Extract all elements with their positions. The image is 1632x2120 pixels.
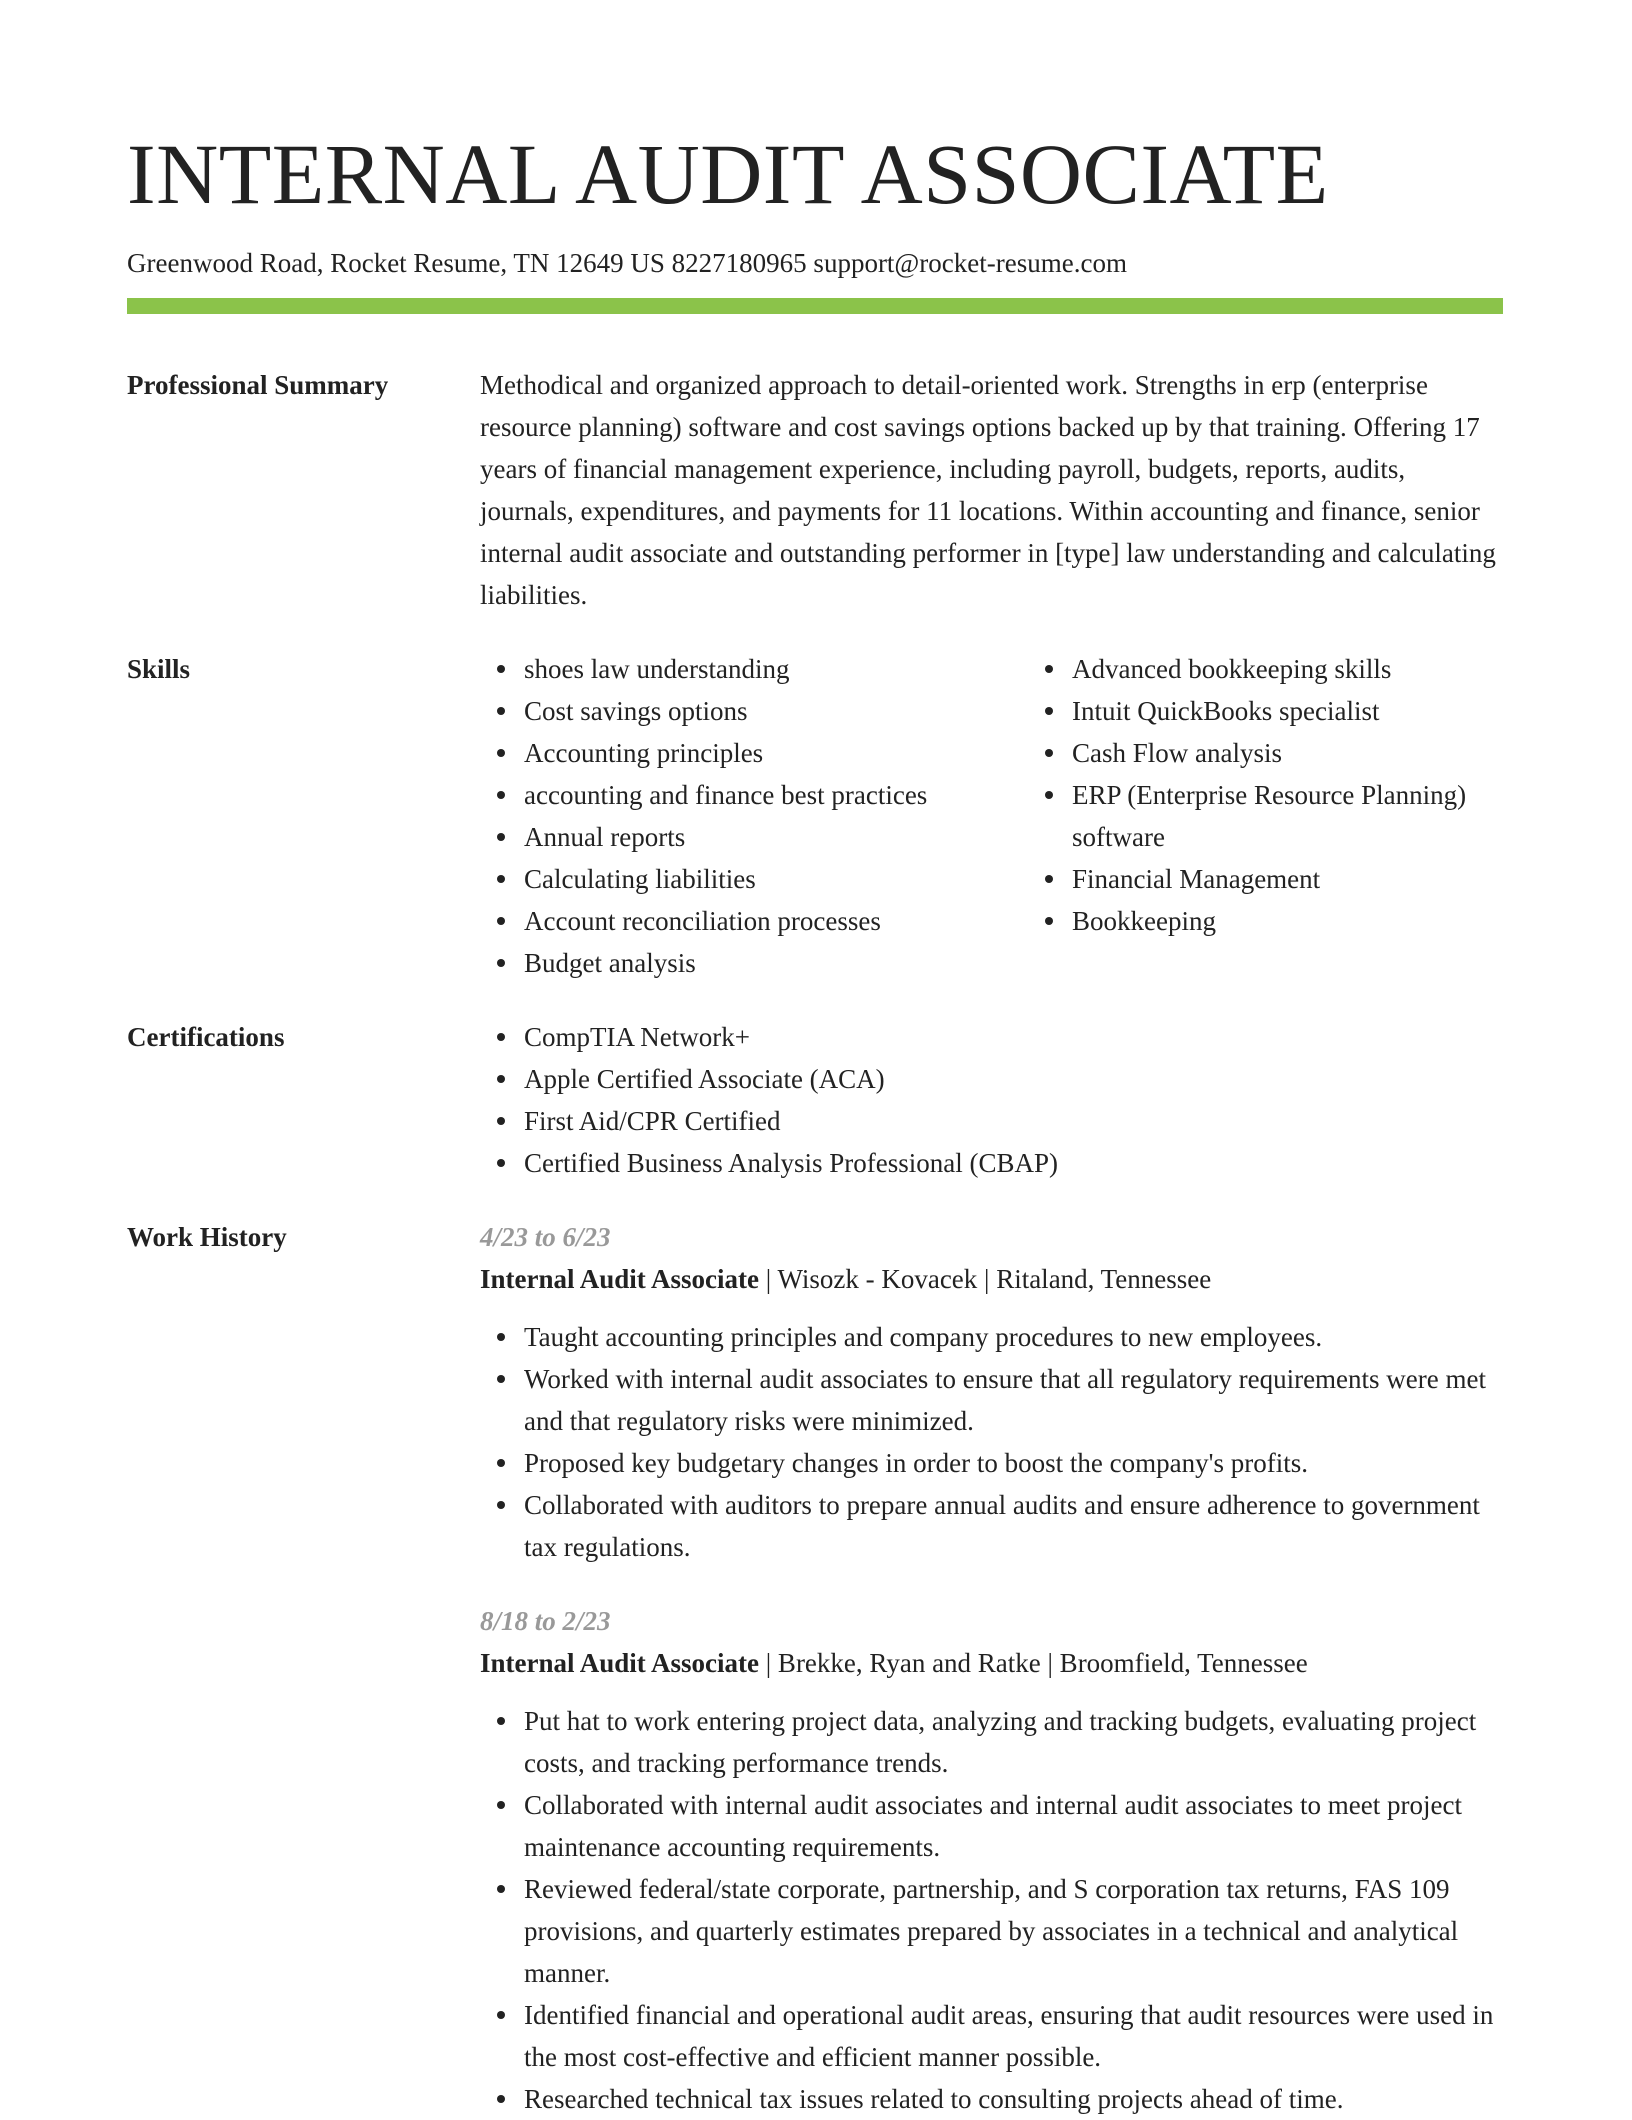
skill-item: Calculating liabilities: [524, 858, 1028, 900]
job-employer-location: | Wisozk - Kovacek | Ritaland, Tennessee: [759, 1264, 1212, 1295]
section-label-certifications: Certifications: [127, 1022, 285, 1053]
skill-item: ERP (Enterprise Resource Planning) software: [1072, 774, 1503, 858]
job-bullet: Proposed key budgetary changes in order to boost the company's profits.: [524, 1442, 1503, 1484]
skill-item: Account reconciliation processes: [524, 900, 1028, 942]
certifications-body: [480, 1016, 1503, 1184]
job-bullet: Taught accounting principles and company procedures to new employees.: [524, 1316, 1503, 1358]
job-bullet-list: [480, 1316, 1503, 1568]
contact-info: Greenwood Road, Rocket Resume, TN 12649 US 8227180965 support@rocket-resume.com: [127, 248, 1127, 278]
job-title: Internal Audit Associate: [480, 1264, 760, 1295]
work-history-section: [127, 1216, 1503, 2120]
job-entry: [480, 1216, 1503, 1568]
skill-item: Advanced bookkeeping skills: [1072, 648, 1503, 690]
skill-item: Cash Flow analysis: [1072, 732, 1503, 774]
skill-item: accounting and finance best practices: [524, 774, 1028, 816]
job-bullet: Reviewed federal/state corporate, partnership, and S corporation tax returns, FAS 109 provisions, and quarterly estimates prepared by associates in a technical and analytical manner.: [524, 1868, 1503, 1994]
summary-section: [127, 364, 1503, 616]
skill-item: Annual reports: [524, 816, 1028, 858]
job-bullet: Identified financial and operational audit areas, ensuring that audit resources were used in the most cost-effective and efficient manner possible.: [524, 1994, 1503, 2078]
skill-item: Intuit QuickBooks specialist: [1072, 690, 1503, 732]
job-employer-location: | Brekke, Ryan and Ratke | Broomfield, Tennessee: [759, 1648, 1308, 1679]
skills-list-left: [480, 648, 1028, 984]
certifications-section: [127, 1016, 1503, 1184]
resume-title: INTERNAL AUDIT ASSOCIATE: [127, 126, 1329, 222]
skills-columns: [480, 648, 1503, 984]
job-bullet: Worked with internal audit associates to ensure that all regulatory requirements were met and that regulatory risks were minimized.: [524, 1358, 1503, 1442]
summary-text: Methodical and organized approach to detail-oriented work. Strengths in erp (enterprise resource planning) software and cost savings options backed up by that training. Offering 17 years of financial management experience, including payroll, budgets, reports, audits, journals, expenditures, and payments for 11 locations. Within accounting and finance, senior internal audit associate and outstanding performer in [type] law understanding and calculating liabilities.: [480, 370, 1496, 611]
header-divider: [127, 298, 1503, 314]
section-label-work-history: Work History: [127, 1222, 287, 1253]
skill-item: Budget analysis: [524, 942, 1028, 984]
certification-item: First Aid/CPR Certified: [524, 1100, 1503, 1142]
job-heading: [480, 1642, 1503, 1684]
job-bullet: Collaborated with auditors to prepare annual audits and ensure adherence to government tax regulations.: [524, 1484, 1503, 1568]
section-label-skills: Skills: [127, 654, 191, 685]
skill-item: Financial Management: [1072, 858, 1503, 900]
skills-list-right: [1028, 648, 1503, 984]
job-bullet: Put hat to work entering project data, analyzing and tracking budgets, evaluating project costs, and tracking performance trends.: [524, 1700, 1503, 1784]
skill-item: Accounting principles: [524, 732, 1028, 774]
certifications-list: [480, 1016, 1503, 1184]
certification-item: Apple Certified Associate (ACA): [524, 1058, 1503, 1100]
job-entry: [480, 1600, 1503, 2120]
certification-item: Certified Business Analysis Professional (CBAP): [524, 1142, 1503, 1184]
job-heading: [480, 1258, 1503, 1300]
job-bullet: Researched technical tax issues related to consulting projects ahead of time.: [524, 2078, 1503, 2120]
section-label-summary: Professional Summary: [127, 370, 389, 401]
skill-item: shoes law understanding: [524, 648, 1028, 690]
job-bullet-list: [480, 1700, 1503, 2120]
certification-item: CompTIA Network+: [524, 1016, 1503, 1058]
skills-section: [127, 648, 1503, 984]
work-history-body: [480, 1216, 1503, 2120]
skill-item: Bookkeeping: [1072, 900, 1503, 942]
skill-item: Cost savings options: [524, 690, 1028, 732]
job-dates: 8/18 to 2/23: [480, 1606, 611, 1637]
job-title: Internal Audit Associate: [480, 1648, 760, 1679]
job-dates: 4/23 to 6/23: [480, 1222, 611, 1253]
job-bullet: Collaborated with internal audit associates and internal audit associates to meet project maintenance accounting requirements.: [524, 1784, 1503, 1868]
